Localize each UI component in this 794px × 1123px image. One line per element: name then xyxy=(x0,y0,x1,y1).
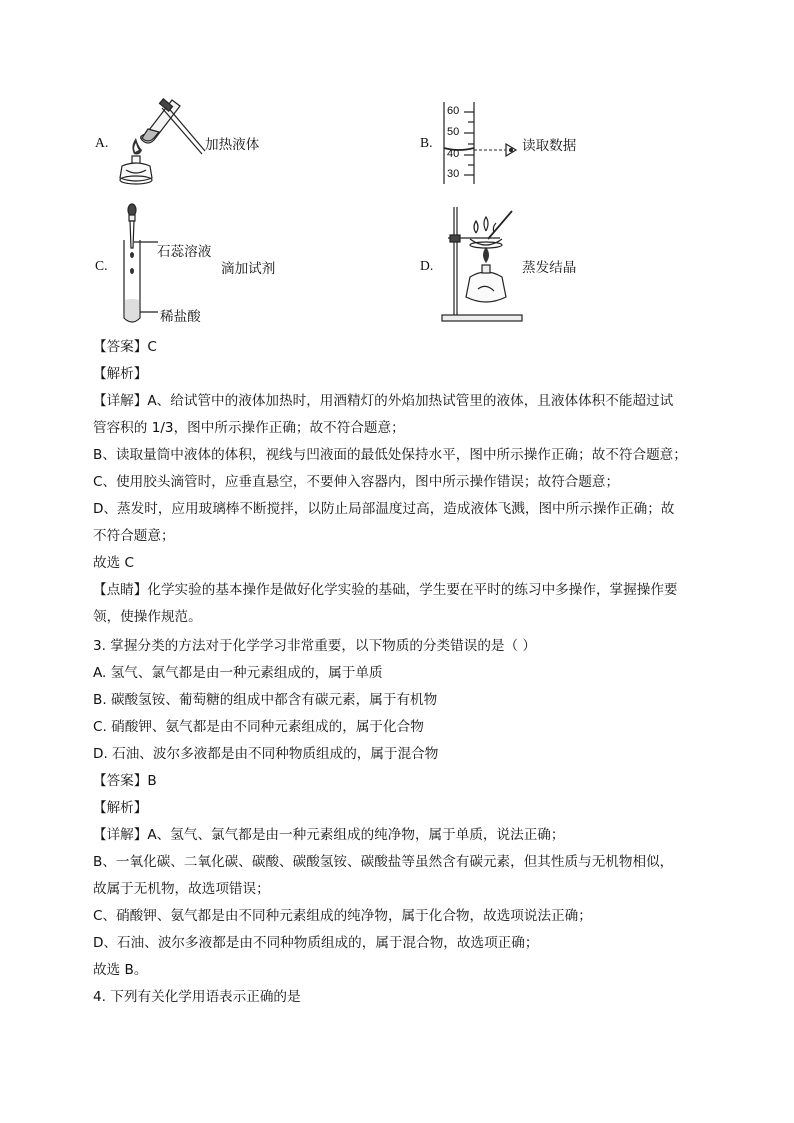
text-line: D、蒸发时，应用玻璃棒不断搅拌，以防止局部温度过高，造成液体飞溅，图中所示操作正确；故 xyxy=(93,501,675,517)
option-c-label: 滴加试剂 xyxy=(221,261,276,277)
question-3-option-b: B. 碳酸氢铵、葡萄糖的组成中都含有碳元素，属于有机物 xyxy=(93,692,438,708)
text-line: 【详解】A、给试管中的液体加热时，用酒精灯的外焰加热试管里的液体，且液体体积不能超过试 xyxy=(93,393,674,409)
text-line: 故选 C xyxy=(93,555,135,571)
text-line: B、读取量筒中液体的体积，视线与凹液面的最低处保持水平，图中所示操作正确；故不符合题意； xyxy=(93,447,687,463)
option-b-letter: B. xyxy=(420,135,433,150)
text-line: D、石油、波尔多液都是由不同种物质组成的，属于混合物，故选项正确； xyxy=(93,935,539,951)
option-d-letter: D. xyxy=(420,258,434,273)
heating-liquid-figure xyxy=(112,96,207,192)
text-line: C、硝酸钾、氨气都是由不同种元素组成的纯净物，属于化合物，故选项说法正确； xyxy=(93,908,592,924)
tick-50: 50 xyxy=(447,126,460,138)
text-line: 【详解】A、氢气、氯气都是由一种元素组成的纯净物，属于单质，说法正确； xyxy=(93,827,565,843)
option-a-label: 加热液体 xyxy=(205,137,260,153)
analysis-heading: 【解析】 xyxy=(93,366,148,382)
tick-40: 40 xyxy=(447,148,460,160)
dropper-figure xyxy=(118,202,162,328)
question-3-option-c: C. 硝酸钾、氨气都是由不同种元素组成的，属于化合物 xyxy=(93,719,424,735)
option-a-letter: A. xyxy=(95,135,109,150)
text-line: B、一氧化碳、二氧化碳、碳酸、碳酸氢铵、碳酸盐等虽然含有碳元素，但其性质与无机物相似， xyxy=(93,854,674,870)
evaporation-figure xyxy=(440,205,524,323)
question-3-stem: 3. 掌握分类的方法对于化学学习非常重要，以下物质的分类错误的是（ ） xyxy=(93,638,537,654)
option-d-label: 蒸发结晶 xyxy=(522,260,577,276)
text-line: 故属于无机物，故选项错误； xyxy=(93,881,270,897)
question-4-stem: 4. 下列有关化学用语表示正确的是 xyxy=(93,989,301,1005)
option-c-top-label: 石蕊溶液 xyxy=(157,244,212,260)
text-line: 领，使操作规范。 xyxy=(93,609,202,625)
text-line: 故选 B。 xyxy=(93,962,148,978)
text-line: 【点睛】化学实验的基本操作是做好化学实验的基础，学生要在平时的练习中多操作，掌握操作要 xyxy=(93,582,678,598)
text-line: 管容积的 1/3，图中所示操作正确；故不符合题意； xyxy=(93,420,405,436)
text-line: C、使用胶头滴管时，应垂直悬空，不要伸入容器内，图中所示操作错误；故符合题意； xyxy=(93,474,620,490)
option-c-letter: C. xyxy=(95,258,108,273)
option-c-bottom-label: 稀盐酸 xyxy=(160,309,201,325)
question-3-option-a: A. 氢气、氯气都是由一种元素组成的，属于单质 xyxy=(93,665,383,681)
option-b-label: 读取数据 xyxy=(522,138,577,154)
tick-60: 60 xyxy=(447,105,460,117)
text-line: 不符合题意； xyxy=(93,528,175,544)
tick-30: 30 xyxy=(447,168,460,180)
question-3-option-d: D. 石油、波尔多液都是由不同种物质组成的，属于混合物 xyxy=(93,746,439,762)
analysis-heading: 【解析】 xyxy=(93,800,148,816)
answer-line: 【答案】C xyxy=(93,339,157,355)
answer-line: 【答案】B xyxy=(93,773,157,789)
